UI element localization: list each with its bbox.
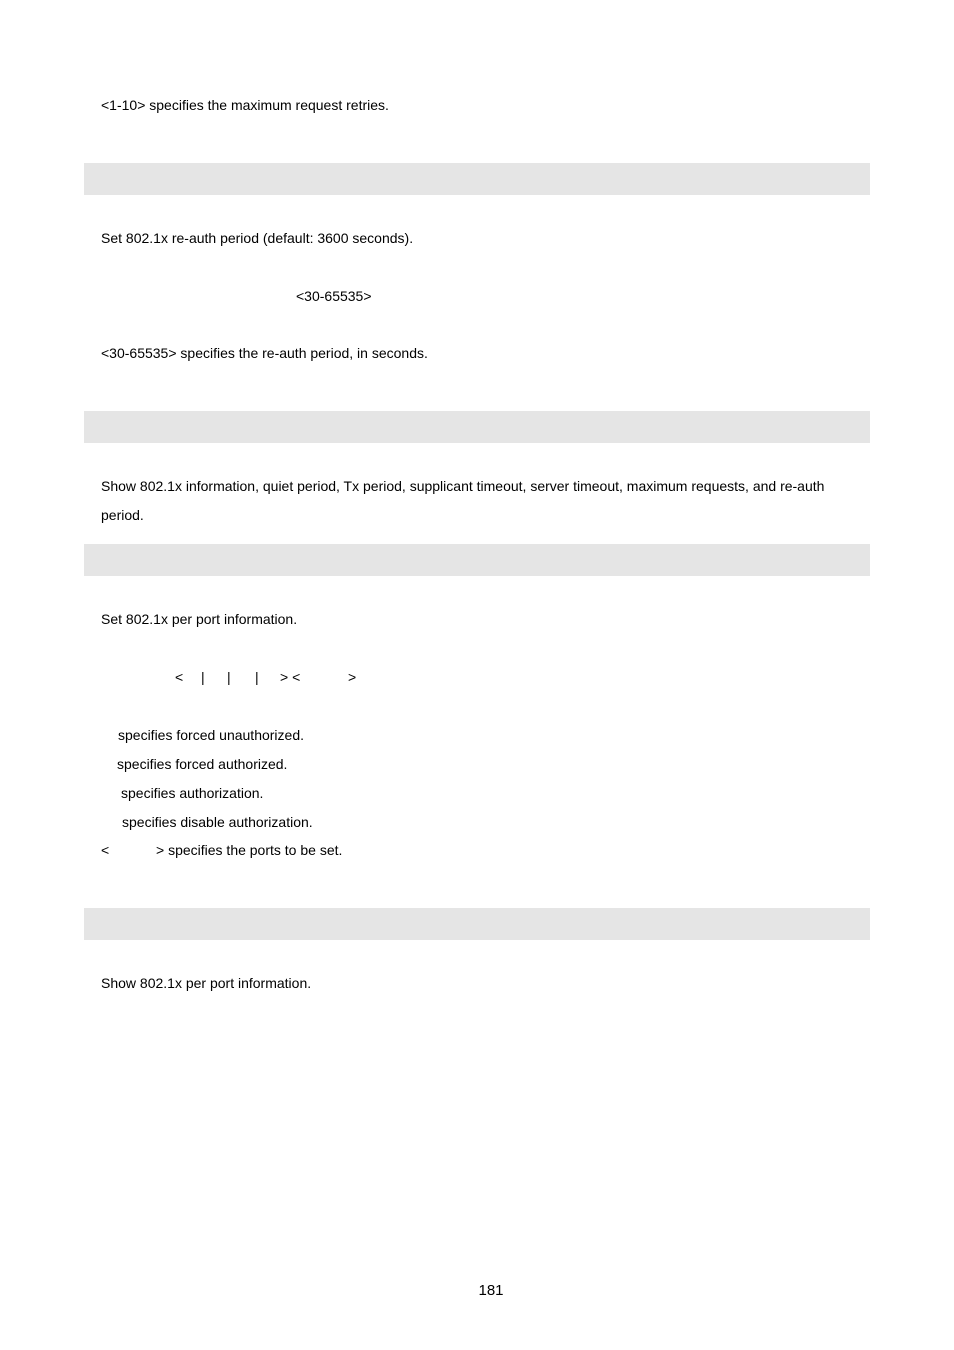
reauth-period-description: Set 802.1x re-auth period (default: 3600 seconds). [101, 230, 414, 246]
page-number: 181 [478, 1282, 504, 1299]
show-8021x-description-line2: period. [101, 507, 144, 523]
reauth-period-syntax-arg: <30-65535> [296, 288, 372, 304]
syntax-fragment: > [348, 669, 357, 685]
show-per-port-description: Show 802.1x per port information. [101, 975, 312, 991]
reauth-period-param-description: <30-65535> specifies the re-auth period, in seconds. [101, 345, 428, 361]
param-forced-authorized: specifies forced authorized. [117, 756, 288, 772]
command-header-bar [84, 908, 870, 940]
ports-param-prefix: < [101, 842, 110, 858]
syntax-fragment: | [201, 669, 205, 685]
command-header-bar [84, 163, 870, 195]
param-disable-authorization: specifies disable authorization. [122, 814, 313, 830]
max-request-param-description: <1-10> specifies the maximum request retries. [101, 97, 389, 113]
param-authorization: specifies authorization. [121, 785, 264, 801]
command-header-bar [84, 544, 870, 576]
ports-param-description: > specifies the ports to be set. [156, 842, 343, 858]
param-forced-unauthorized: specifies forced unauthorized. [118, 727, 304, 743]
syntax-fragment: | [227, 669, 231, 685]
per-port-set-description: Set 802.1x per port information. [101, 611, 298, 627]
syntax-fragment: > < [280, 669, 301, 685]
command-header-bar [84, 411, 870, 443]
syntax-fragment: < [175, 669, 184, 685]
syntax-fragment: | [255, 669, 259, 685]
show-8021x-description-line1: Show 802.1x information, quiet period, Tx period, supplicant timeout, server timeout, maximum requests, and re-auth [101, 478, 825, 494]
